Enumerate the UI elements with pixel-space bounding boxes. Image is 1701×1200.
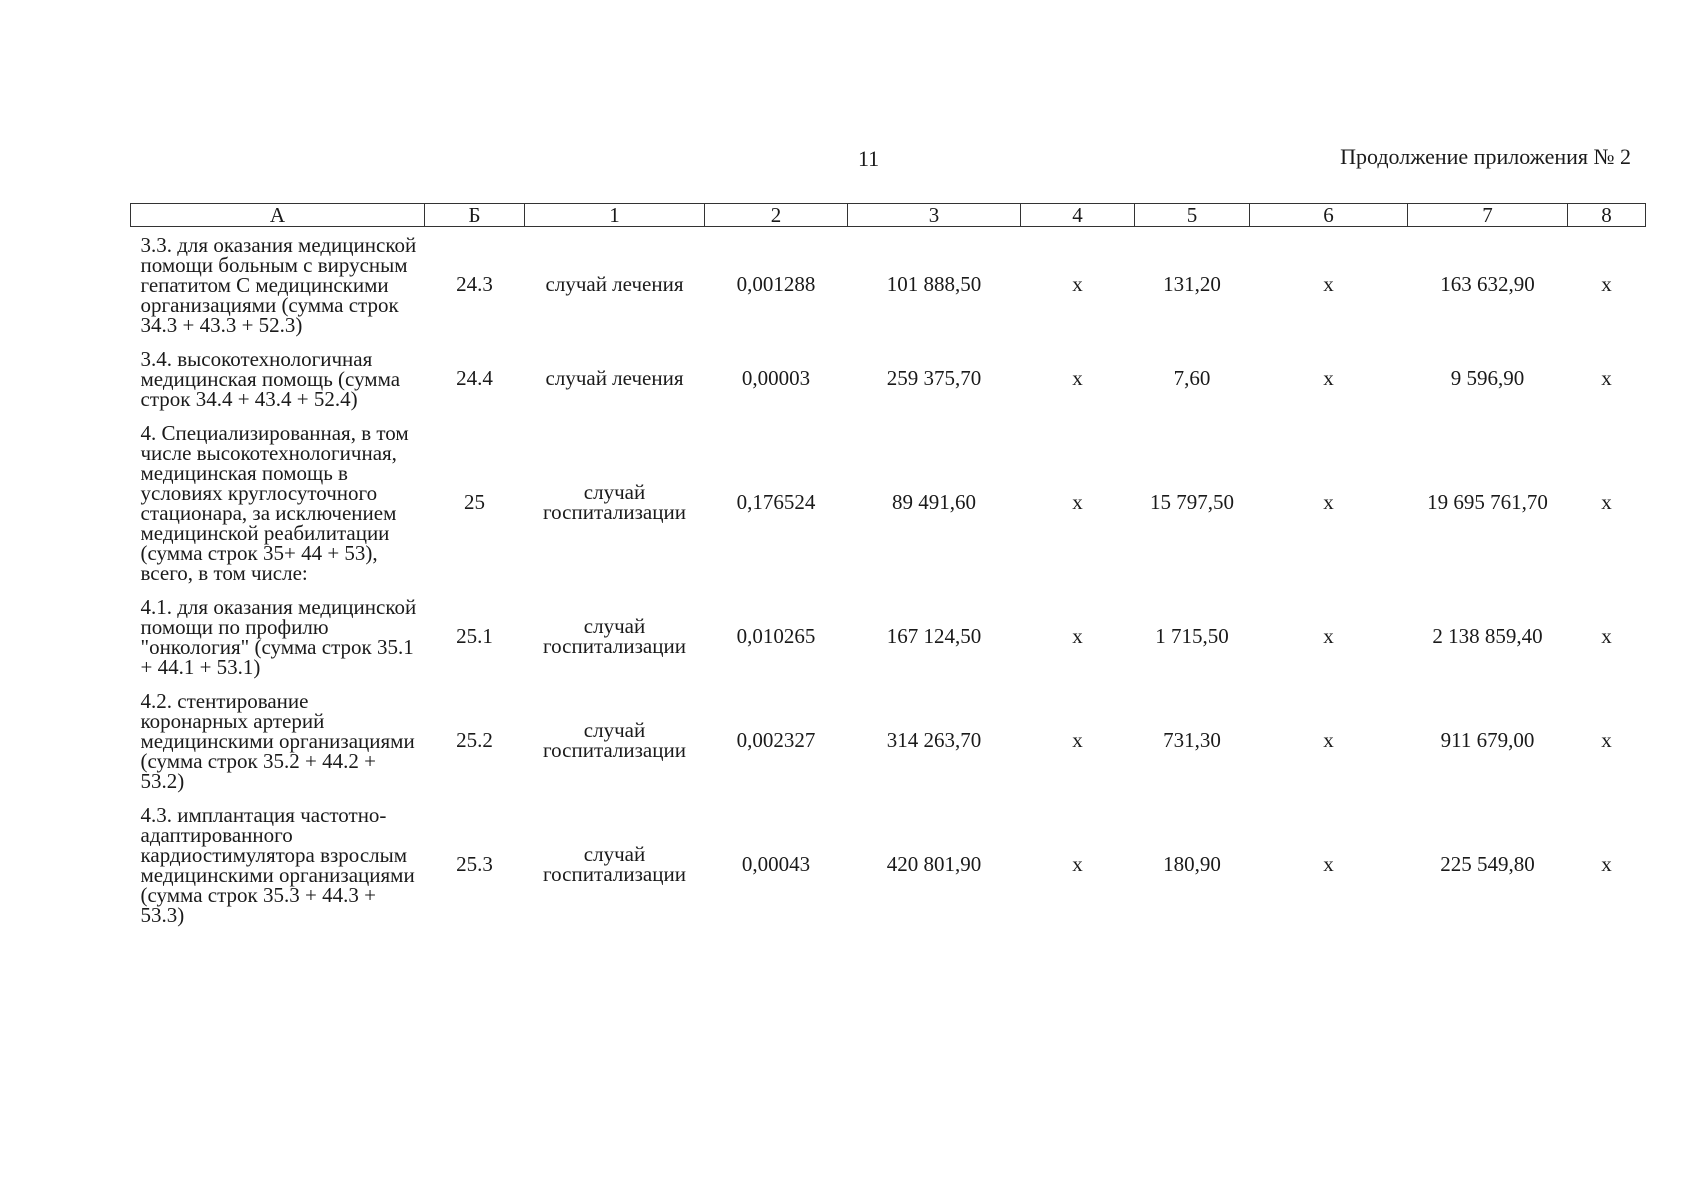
column-header: Б — [425, 204, 525, 227]
cell-col-4: х — [1072, 624, 1083, 648]
column-header: 2 — [705, 204, 848, 227]
table-row — [131, 589, 1646, 683]
row-unit: случай госпитализации — [543, 480, 686, 524]
cell-col-6: х — [1323, 852, 1334, 876]
cell-col-2: 0,176524 — [736, 490, 816, 514]
row-name: 3.4. высокотехнологичная медицинская помощь (сумма строк 34.4 + 43.4 + 52.4) — [140, 347, 401, 411]
cell-col-6: х — [1323, 272, 1334, 296]
table-row — [131, 341, 1646, 415]
cell-col-5: 7,60 — [1173, 366, 1211, 390]
cell-col-7: 2 138 859,40 — [1432, 624, 1543, 648]
table-row — [131, 415, 1646, 589]
table-row — [131, 227, 1646, 342]
cell-col-7: 19 695 761,70 — [1427, 490, 1548, 514]
cell-col-5: 15 797,50 — [1150, 490, 1234, 514]
cell-col-4: х — [1072, 728, 1083, 752]
cell-col-3: 167 124,50 — [886, 624, 982, 648]
row-name: 4.3. имплантация частотно-адаптированного кардиостимулятора взрослым медицинскими организациями (сумма строк 35.3 + 44.3 + 53.3) — [140, 803, 415, 927]
data-table — [130, 203, 1646, 931]
cell-col-5: 731,30 — [1163, 728, 1221, 752]
row-unit: случай лечения — [545, 272, 684, 296]
cell-col-7: 225 549,80 — [1440, 852, 1535, 876]
cell-col-4: х — [1072, 490, 1083, 514]
cell-col-6: х — [1323, 728, 1334, 752]
cell-col-4: х — [1072, 366, 1083, 390]
row-unit: случай госпитализации — [543, 718, 686, 762]
cell-col-8: х — [1601, 624, 1612, 648]
cell-col-2: 0,001288 — [736, 272, 816, 296]
cell-col-4: х — [1072, 272, 1083, 296]
cell-col-2: 0,002327 — [736, 728, 816, 752]
continuation-header: Продолжение приложения № 2 — [1340, 144, 1631, 169]
table-row — [131, 797, 1646, 931]
column-header: 3 — [848, 204, 1021, 227]
cell-col-2: 0,010265 — [736, 624, 816, 648]
column-header-row — [131, 204, 1646, 227]
page-number: 11 — [858, 146, 880, 171]
row-code: 24.3 — [456, 272, 493, 296]
cell-col-5: 131,20 — [1163, 272, 1221, 296]
row-unit: случай госпитализации — [543, 614, 686, 658]
cell-col-4: х — [1072, 852, 1083, 876]
cell-col-3: 89 491,60 — [892, 490, 976, 514]
cell-col-7: 9 596,90 — [1450, 366, 1525, 390]
column-header: 4 — [1021, 204, 1135, 227]
row-unit: случай лечения — [545, 366, 684, 390]
table-row — [131, 683, 1646, 797]
cell-col-3: 420 801,90 — [886, 852, 982, 876]
row-unit: случай госпитализации — [543, 842, 686, 886]
column-header: 7 — [1408, 204, 1568, 227]
cell-col-8: х — [1601, 272, 1612, 296]
cell-col-7: 163 632,90 — [1440, 272, 1535, 296]
cell-col-8: х — [1601, 728, 1612, 752]
cell-col-8: х — [1601, 490, 1612, 514]
column-header: А — [131, 204, 425, 227]
row-code: 25.1 — [456, 624, 493, 648]
cell-col-2: 0,00003 — [741, 366, 811, 390]
cell-col-5: 1 715,50 — [1155, 624, 1229, 648]
cell-col-6: х — [1323, 490, 1334, 514]
cell-col-8: х — [1601, 852, 1612, 876]
column-header: 1 — [525, 204, 705, 227]
cell-col-7: 911 679,00 — [1440, 728, 1535, 752]
cell-col-5: 180,90 — [1163, 852, 1221, 876]
column-header: 8 — [1568, 204, 1646, 227]
column-header: 6 — [1250, 204, 1408, 227]
row-code: 24.4 — [456, 366, 493, 390]
cell-col-3: 314 263,70 — [886, 728, 982, 752]
cell-col-6: х — [1323, 366, 1334, 390]
row-name: 4.2. стентирование коронарных артерий медицинскими организациями (сумма строк 35.2 + 44.2 + 53.2) — [140, 689, 415, 793]
row-code: 25.2 — [456, 728, 493, 752]
cell-col-2: 0,00043 — [741, 852, 811, 876]
column-header: 5 — [1135, 204, 1250, 227]
row-name: 4. Специализированная, в том числе высокотехнологичная, медицинская помощь в условиях круглосуточного стационара, за исключением медицинской реабилитации (сумма строк 35+ 44 + 53), всего, в том числе: — [140, 421, 409, 585]
cell-col-3: 259 375,70 — [886, 366, 982, 390]
row-name: 3.3. для оказания медицинской помощи больным с вирусным гепатитом С медицинскими организациями (сумма строк 34.3 + 43.3 + 52.3) — [140, 233, 417, 337]
cell-col-3: 101 888,50 — [886, 272, 982, 296]
row-code: 25 — [464, 490, 485, 514]
cell-col-8: х — [1601, 366, 1612, 390]
row-name: 4.1. для оказания медицинской помощи по профилю "онкология" (сумма строк 35.1 + 44.1 + 53.1) — [140, 595, 417, 679]
row-code: 25.3 — [456, 852, 493, 876]
cell-col-6: х — [1323, 624, 1334, 648]
